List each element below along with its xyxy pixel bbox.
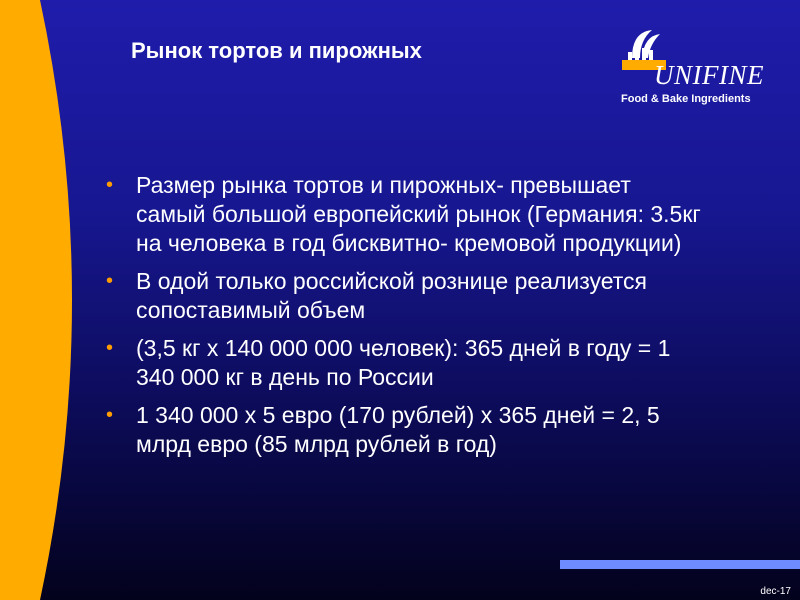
bullet-icon: • bbox=[106, 174, 114, 196]
bullet-list bbox=[106, 171, 706, 468]
logo-tagline: Food & Bake Ingredients bbox=[621, 93, 751, 105]
bullet-text: Размер рынка тортов и пирожных- превышает самый большой европейский рынок (Германия: 3.5кг на человека в год бисквитно- кремовой продукции) bbox=[136, 172, 701, 256]
footer-date: dec-17 bbox=[760, 586, 791, 597]
bullet-item bbox=[106, 401, 706, 459]
bullet-icon: • bbox=[106, 270, 114, 292]
logo-brand: UNIFINE bbox=[654, 60, 764, 90]
bullet-text: (3,5 кг х 140 000 000 человек): 365 дней в году = 1 340 000 кг в день по России bbox=[136, 335, 671, 390]
bullet-item bbox=[106, 267, 706, 325]
side-decoration bbox=[0, 0, 90, 600]
bullet-icon: • bbox=[106, 337, 114, 359]
bullet-item bbox=[106, 334, 706, 392]
bullet-item bbox=[106, 171, 706, 258]
footer-bar bbox=[560, 560, 800, 569]
bullet-icon: • bbox=[106, 404, 114, 426]
unifine-logo bbox=[618, 22, 788, 112]
bullet-text: В одой только российской рознице реализуется сопоставимый объем bbox=[136, 268, 648, 323]
bullet-text: 1 340 000 х 5 евро (170 рублей) х 365 дней = 2, 5 млрд евро (85 млрд рублей в год) bbox=[136, 402, 660, 457]
slide-title: Рынок тортов и пирожных bbox=[131, 38, 422, 63]
